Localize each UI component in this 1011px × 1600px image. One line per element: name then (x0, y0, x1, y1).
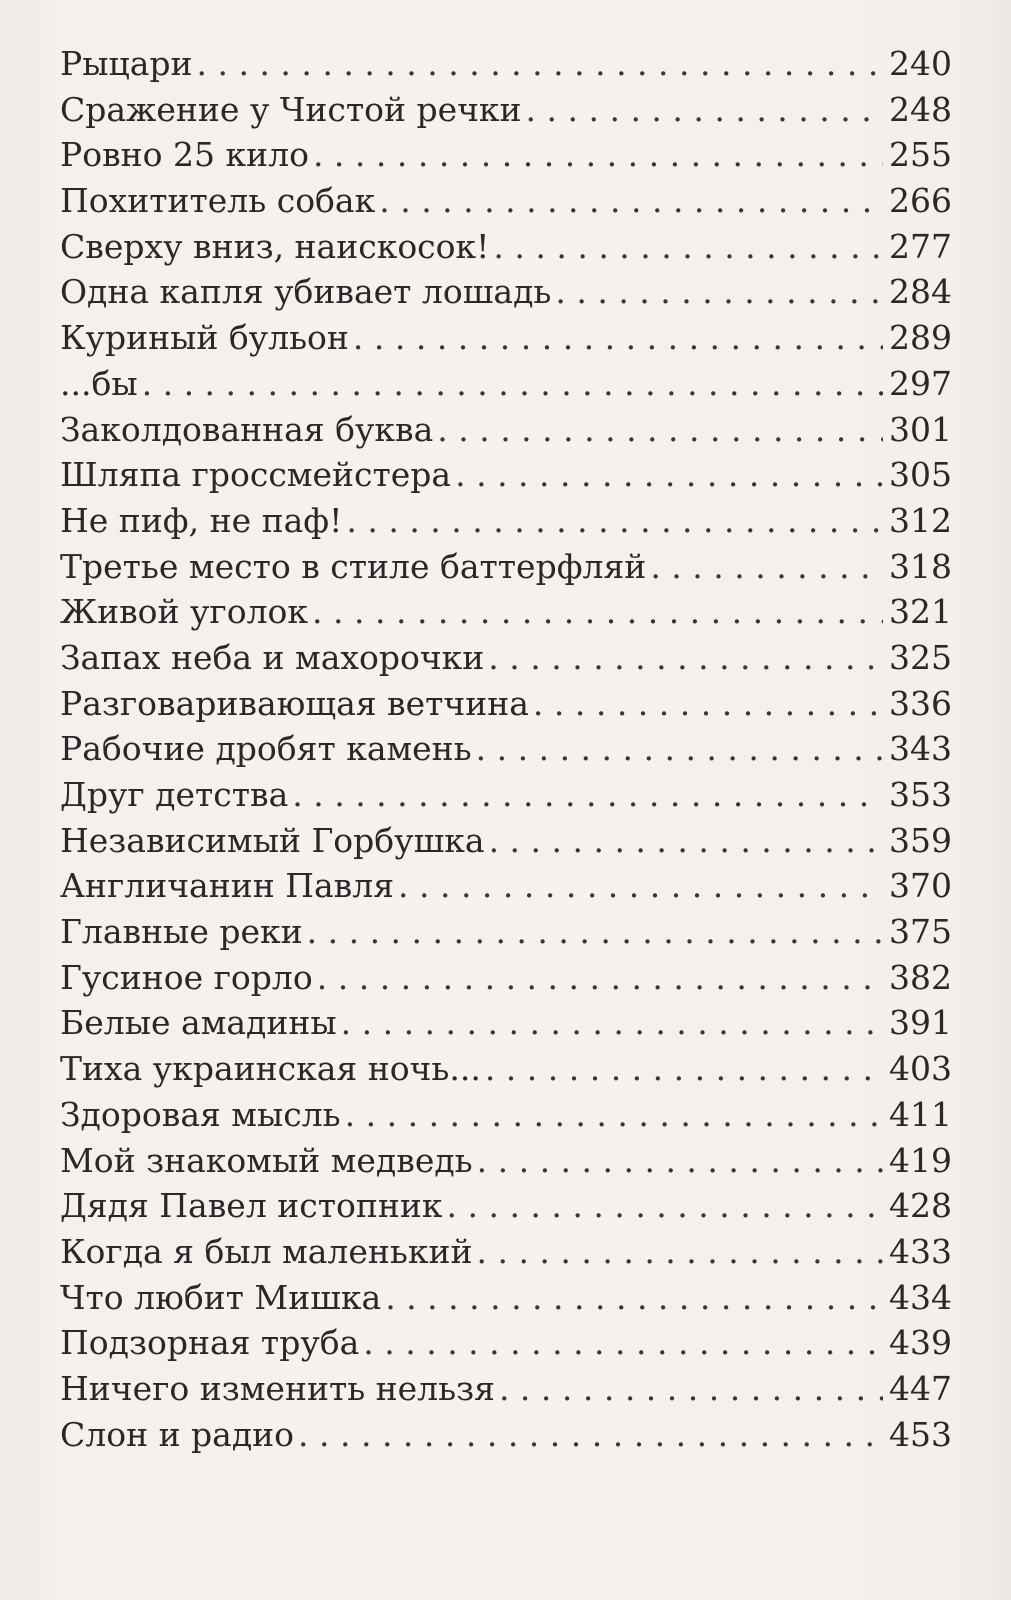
toc-entry-title: Гусиное горло (60, 957, 313, 997)
toc-entry-page-number: 305 (889, 455, 952, 495)
dot-leader (363, 1323, 883, 1362)
toc-entry-title: Мой знакомый медведь (60, 1140, 473, 1180)
dot-leader (345, 1095, 883, 1134)
toc-entry-page-number: 255 (889, 135, 952, 175)
dot-leader (298, 1415, 883, 1454)
toc-entry (60, 1232, 952, 1278)
dot-leader (455, 455, 883, 494)
toc-entry-page-number: 284 (889, 272, 952, 312)
toc-entry-title: Шляпа гроссмейстера (60, 455, 452, 495)
toc-entry-title: Разговаривающая ветчина (60, 683, 529, 723)
dot-leader (346, 501, 883, 540)
toc-entry-page-number: 277 (889, 226, 952, 266)
toc-entry-title: Куриный бульон (60, 318, 349, 358)
dot-leader (292, 775, 883, 814)
dot-leader (533, 684, 883, 723)
toc-entry-page-number: 248 (889, 89, 952, 129)
toc-entry (60, 501, 952, 547)
dot-leader (312, 592, 883, 631)
dot-leader (499, 1369, 883, 1408)
toc-entry-title: Белые амадины (60, 1003, 337, 1043)
toc-entry-title: Подзорная труба (60, 1323, 360, 1363)
toc-entry (60, 181, 952, 227)
toc-entry (60, 729, 952, 775)
toc-entry-title: Сражение у Чистой речки (60, 89, 522, 129)
toc-entry-title: Что любит Мишка (60, 1277, 382, 1317)
toc-entry (60, 90, 952, 136)
dot-leader (650, 547, 883, 586)
toc-entry (60, 44, 952, 90)
toc-entry-page-number: 301 (889, 409, 952, 449)
dot-leader (313, 135, 883, 174)
toc-entry-title: Независимый Горбушка (60, 820, 485, 860)
toc-entry-title: Живой уголок (60, 592, 309, 632)
toc-entry-page-number: 375 (889, 912, 952, 952)
toc-entry-page-number: 353 (889, 775, 952, 814)
toc-entry-page-number: 343 (889, 729, 952, 769)
toc-entry (60, 912, 952, 958)
toc-entry (60, 866, 952, 912)
toc-entry-page-number: 321 (889, 592, 952, 632)
toc-entry-title: Ничего изменить нельзя (60, 1368, 495, 1408)
toc-entry-page-number: 240 (889, 44, 952, 83)
dot-leader (488, 638, 883, 677)
toc-entry (60, 821, 952, 867)
dot-leader (476, 1232, 883, 1271)
toc-entry-page-number: 447 (889, 1368, 952, 1408)
toc-entry (60, 1003, 952, 1049)
toc-entry-page-number: 325 (889, 637, 952, 677)
dot-leader (317, 958, 883, 997)
toc-entry (60, 638, 952, 684)
toc-entry-page-number: 428 (889, 1186, 952, 1226)
toc-entry-title: Рыцари (60, 44, 193, 83)
toc-entry-title: Запах неба и махорочки (60, 637, 485, 677)
toc-entry-title: Сверху вниз, наискосок! (60, 226, 490, 266)
dot-leader (555, 272, 883, 311)
dot-leader (142, 364, 883, 403)
toc-entry-title: ...бы (60, 363, 138, 403)
dot-leader (485, 1049, 883, 1088)
toc-entry (60, 272, 952, 318)
toc-entry (60, 1278, 952, 1324)
toc-entry (60, 135, 952, 181)
toc-entry-page-number: 359 (889, 820, 952, 860)
toc-entry (60, 958, 952, 1004)
toc-entry-title: Тиха украинская ночь... (60, 1049, 481, 1089)
toc-entry-page-number: 370 (889, 866, 952, 906)
toc-entry (60, 318, 952, 364)
toc-entry (60, 455, 952, 501)
toc-entry-page-number: 318 (889, 546, 952, 586)
toc-entry-title: Не пиф, не паф! (60, 500, 343, 540)
table-of-contents (60, 44, 952, 1460)
toc-entry-title: Третье место в стиле баттерфляй (60, 546, 647, 586)
toc-entry (60, 1186, 952, 1232)
toc-entry-page-number: 336 (889, 683, 952, 723)
dot-leader (447, 1186, 884, 1225)
toc-entry-page-number: 439 (889, 1323, 952, 1363)
toc-entry-page-number: 382 (889, 957, 952, 997)
toc-entry-page-number: 419 (889, 1140, 952, 1180)
toc-entry-page-number: 312 (889, 500, 952, 540)
dot-leader (526, 90, 883, 129)
toc-entry (60, 775, 952, 821)
toc-entry-title: Англичанин Павля (60, 866, 395, 906)
toc-entry (60, 592, 952, 638)
dot-leader (493, 227, 883, 266)
toc-entry (60, 1415, 952, 1461)
toc-entry-page-number: 453 (889, 1414, 952, 1454)
dot-leader (307, 912, 883, 951)
toc-entry-page-number: 411 (889, 1094, 952, 1134)
toc-entry-title: Дядя Павел истопник (60, 1186, 443, 1226)
toc-entry-title: Когда я был маленький (60, 1231, 473, 1271)
toc-entry-title: Здоровая мысль (60, 1094, 341, 1134)
toc-entry (60, 547, 952, 593)
toc-entry (60, 1323, 952, 1369)
toc-entry (60, 364, 952, 410)
toc-entry (60, 684, 952, 730)
toc-entry-title: Главные реки (60, 912, 303, 952)
toc-entry-title: Ровно 25 кило (60, 135, 309, 175)
dot-leader (398, 866, 883, 905)
dot-leader (385, 1278, 883, 1317)
toc-entry-page-number: 433 (889, 1231, 952, 1271)
toc-entry-page-number: 403 (889, 1049, 952, 1089)
toc-entry-title: Заколдованная буква (60, 409, 434, 449)
toc-entry-page-number: 391 (889, 1003, 952, 1043)
toc-entry-title: Слон и радио (60, 1414, 295, 1454)
toc-entry (60, 410, 952, 456)
toc-entry-page-number: 266 (889, 181, 952, 221)
dot-leader (489, 821, 883, 860)
dot-leader (379, 181, 883, 220)
toc-entry-page-number: 289 (889, 318, 952, 358)
toc-entry-page-number: 297 (889, 363, 952, 403)
dot-leader (341, 1003, 883, 1042)
toc-entry (60, 227, 952, 273)
toc-entry-page-number: 434 (889, 1277, 952, 1317)
toc-entry-title: Похититель собак (60, 181, 376, 221)
toc-entry (60, 1049, 952, 1095)
dot-leader (353, 318, 883, 357)
toc-entry (60, 1141, 952, 1187)
toc-entry (60, 1369, 952, 1415)
toc-entry-title: Одна капля убивает лошадь (60, 272, 552, 312)
toc-entry-title: Рабочие дробят камень (60, 729, 472, 769)
dot-leader (437, 410, 883, 449)
toc-entry (60, 1095, 952, 1141)
dot-leader (477, 1141, 883, 1180)
dot-leader (476, 729, 883, 768)
dot-leader (196, 44, 883, 83)
toc-entry-title: Друг детства (60, 775, 289, 814)
